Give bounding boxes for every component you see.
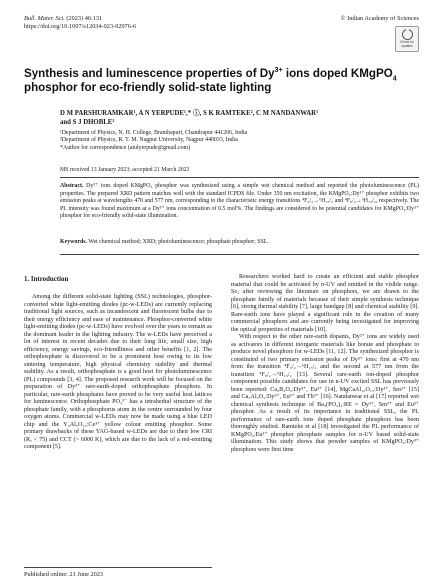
correspondence: *Author for correspondence (atulyerpude@gmail.com) xyxy=(60,144,191,151)
paragraph: Among the different solid-state lighting (SSL) technologies, phosphor-converted white light-emitting diodes (pc-w-LEDs) are currently replacing traditional light sources, such as incandescent and fluorescent bulbs due to their energy efficiency and ease of maintenance. Phosphor-converted white light-emitting diodes (pc-w-LEDs) have evolved over the years to remain as the dominant leader in the lighting industry. The w-LEDs have perceived a lot of interest in recent decades due to their long life, small size, high efficiency, energy savings, eco-friendliness and other benefits [1, 2]. The orthophosphate is discovered to be a prominent host owing to its low sintering temperature, high physical chemistry stability and thermal stability. As a result, orthophosphate is a good host for photoluminescence (PL) compounds [3, 4]. The proposed research work will be focused on the preparation of Dy³⁺ rare-earth-doped orthophosphate phosphors. In particular, rare-earth phosphates have proved to be very useful host lattices for luminescence. Orthophosphate PO₄³⁻ has a tetrahedral structure of the phosphate family, with a phosphorus atom in the centre surrounded by four oxygen atoms. Commercial w-LEDs may now be made using a blue LED chip and the Y₃Al₅O₁₂:Ce³⁺ yellow colour emitting phosphor. Some primary drawbacks of these YAG-based w-LEDs are due to their low CRI (Rₐ < 75) and CCT (> 6000 K), which are due to the lack of a red-emitting component [5]. xyxy=(24,294,212,451)
doi-link[interactable]: https://doi.org/10.1007/s12034-023-02976-6 xyxy=(24,22,137,30)
badge-text: Check for updates xyxy=(400,40,414,48)
abstract-text: Dy³⁺ ions doped KMgPO₄ phosphor was synthesized using a simple wet chemical method and reported the photoluminescence (PL) properties. The prepared XRD pattern matches well with the standard ICPDS file. Under 350 nm excitation, the KMgPO₄:Dy³⁺ phosphor exhibits two emission peaks at wavelengths 470 and 577 nm, corresponding to the characteristic energy transitions ⁴F₉/₂→⁶H₁₅/₂ and ⁴F₉/₂→⁶H₁₃/₂, respectively. The PL intensity was found maximum at a Dy³⁺ ions concentration of 0.5 mol%. The findings are considered to be potential candidates for KMgPO₄:Dy³⁺ phosphor for eco-friendly solid-state illumination. xyxy=(60,183,419,220)
divider xyxy=(60,254,419,255)
abstract-label: Abstract. xyxy=(60,183,84,189)
affiliations xyxy=(60,130,420,152)
affiliation-2: ²Department of Physics, R. T. M. Nagpur University, Nagpur 440033, India xyxy=(60,137,238,144)
authors-line-1: D M PARSHURAMKAR¹, A N YERPUDE¹,* ⓘ, S K RAMTEKE², C M NANDANWAR¹ xyxy=(60,110,319,117)
keywords-text: Wet chemical method; XRD; photoluminescence; phosphate phosphor; SSL. xyxy=(87,239,269,245)
refresh-icon xyxy=(402,29,413,40)
authors-line-2: and S J DHOBLE² xyxy=(60,118,115,126)
author-list xyxy=(60,110,420,127)
affiliation-1: ¹Department of Physics, N. H. College, Bramhapuri, Chandrapur 441206, India xyxy=(60,130,248,136)
left-column xyxy=(24,294,212,452)
paragraph: Researchers worked hard to create an efficient and stable phosphor material that could be activated by n-UV and emitted in the visible range. So, after reviewing the literature on phosphors, we are drawn to the phosphate family of materials because of their simple synthesis technique [6], strong thermal stability [7], large bandgap [8] and chemical stability [9]. Rare-earth ions have played a significant role in the creation of many commercial phosphors and are currently being investigated for improving the optical properties of materials [10]. xyxy=(231,274,419,333)
paper-title: Synthesis and luminescence properties of $Dy^{3+}$ ions doped KMgPO$_4$ phosphor for eco-friendly solid-state lighting xyxy=(24,67,397,94)
footer-divider xyxy=(24,567,212,568)
divider xyxy=(60,177,419,178)
journal-volume: (2023) 46:131 xyxy=(66,15,103,22)
received-dates: MS received 13 January 2023; accepted 21 March 2023 xyxy=(60,167,190,173)
check-for-updates-badge[interactable] xyxy=(395,26,419,52)
publisher-label: © Indian Academy of Sciences xyxy=(340,15,419,22)
keywords-label: Keywords. xyxy=(60,239,87,245)
abstract xyxy=(60,183,419,221)
keywords xyxy=(60,239,419,247)
paragraph: With respect to the other rare-earth dopants, Dy³⁺ ions are widely used as activators in different inorganic materials like borate and phosphate to produce novel phosphors for w-LEDs [11, 12]. The synthesized phosphor is constituted of two primary emission peaks of Dy³⁺ ions: first at 470 nm from the transition ⁴F₉/₂→⁶H₁₅/₂ and the second at 577 nm from the transition ⁴F₉/₂→⁶H₁₃/₂ [13]. Several rare-earth ion-doped phosphor component possible candidates for use in n-UV excited SSL has previously been reported: Ca₂B₂O₅:Dy³⁺, Eu³⁺ [14], MgCaAl₁₀O₁₇:Dy³⁺, Sm³⁺ [15] and Ca₂Al₂O₅:Dy³⁺, Eu³⁺ and Tb³⁺ [16]. Nandanwar et al [17] reported wet chemical synthesis technique of Ba₃(PO₄)₂:RE = Dy³⁺, Sm³⁺ and Eu³⁺ phosphor. As a result of its importance in traditional SSL, the PL performance of rare-earth ions doped phosphate phosphors has been thoroughly studied. Ramteke et al [18] investigated the PL performance of KMgPO₄:Eu³⁺ phosphor phosphate samples for n-UV based solid-state illumination. This study shows that powder samples of KMgPO₄:Dy³⁺ phosphors were first time xyxy=(231,334,419,453)
journal-header xyxy=(24,15,136,30)
right-column xyxy=(231,274,419,454)
section-heading: 1. Introduction xyxy=(24,276,69,283)
journal-name: Bull. Mater. Sci. xyxy=(24,15,65,22)
published-date: Published online: 21 June 2023 xyxy=(24,571,104,578)
